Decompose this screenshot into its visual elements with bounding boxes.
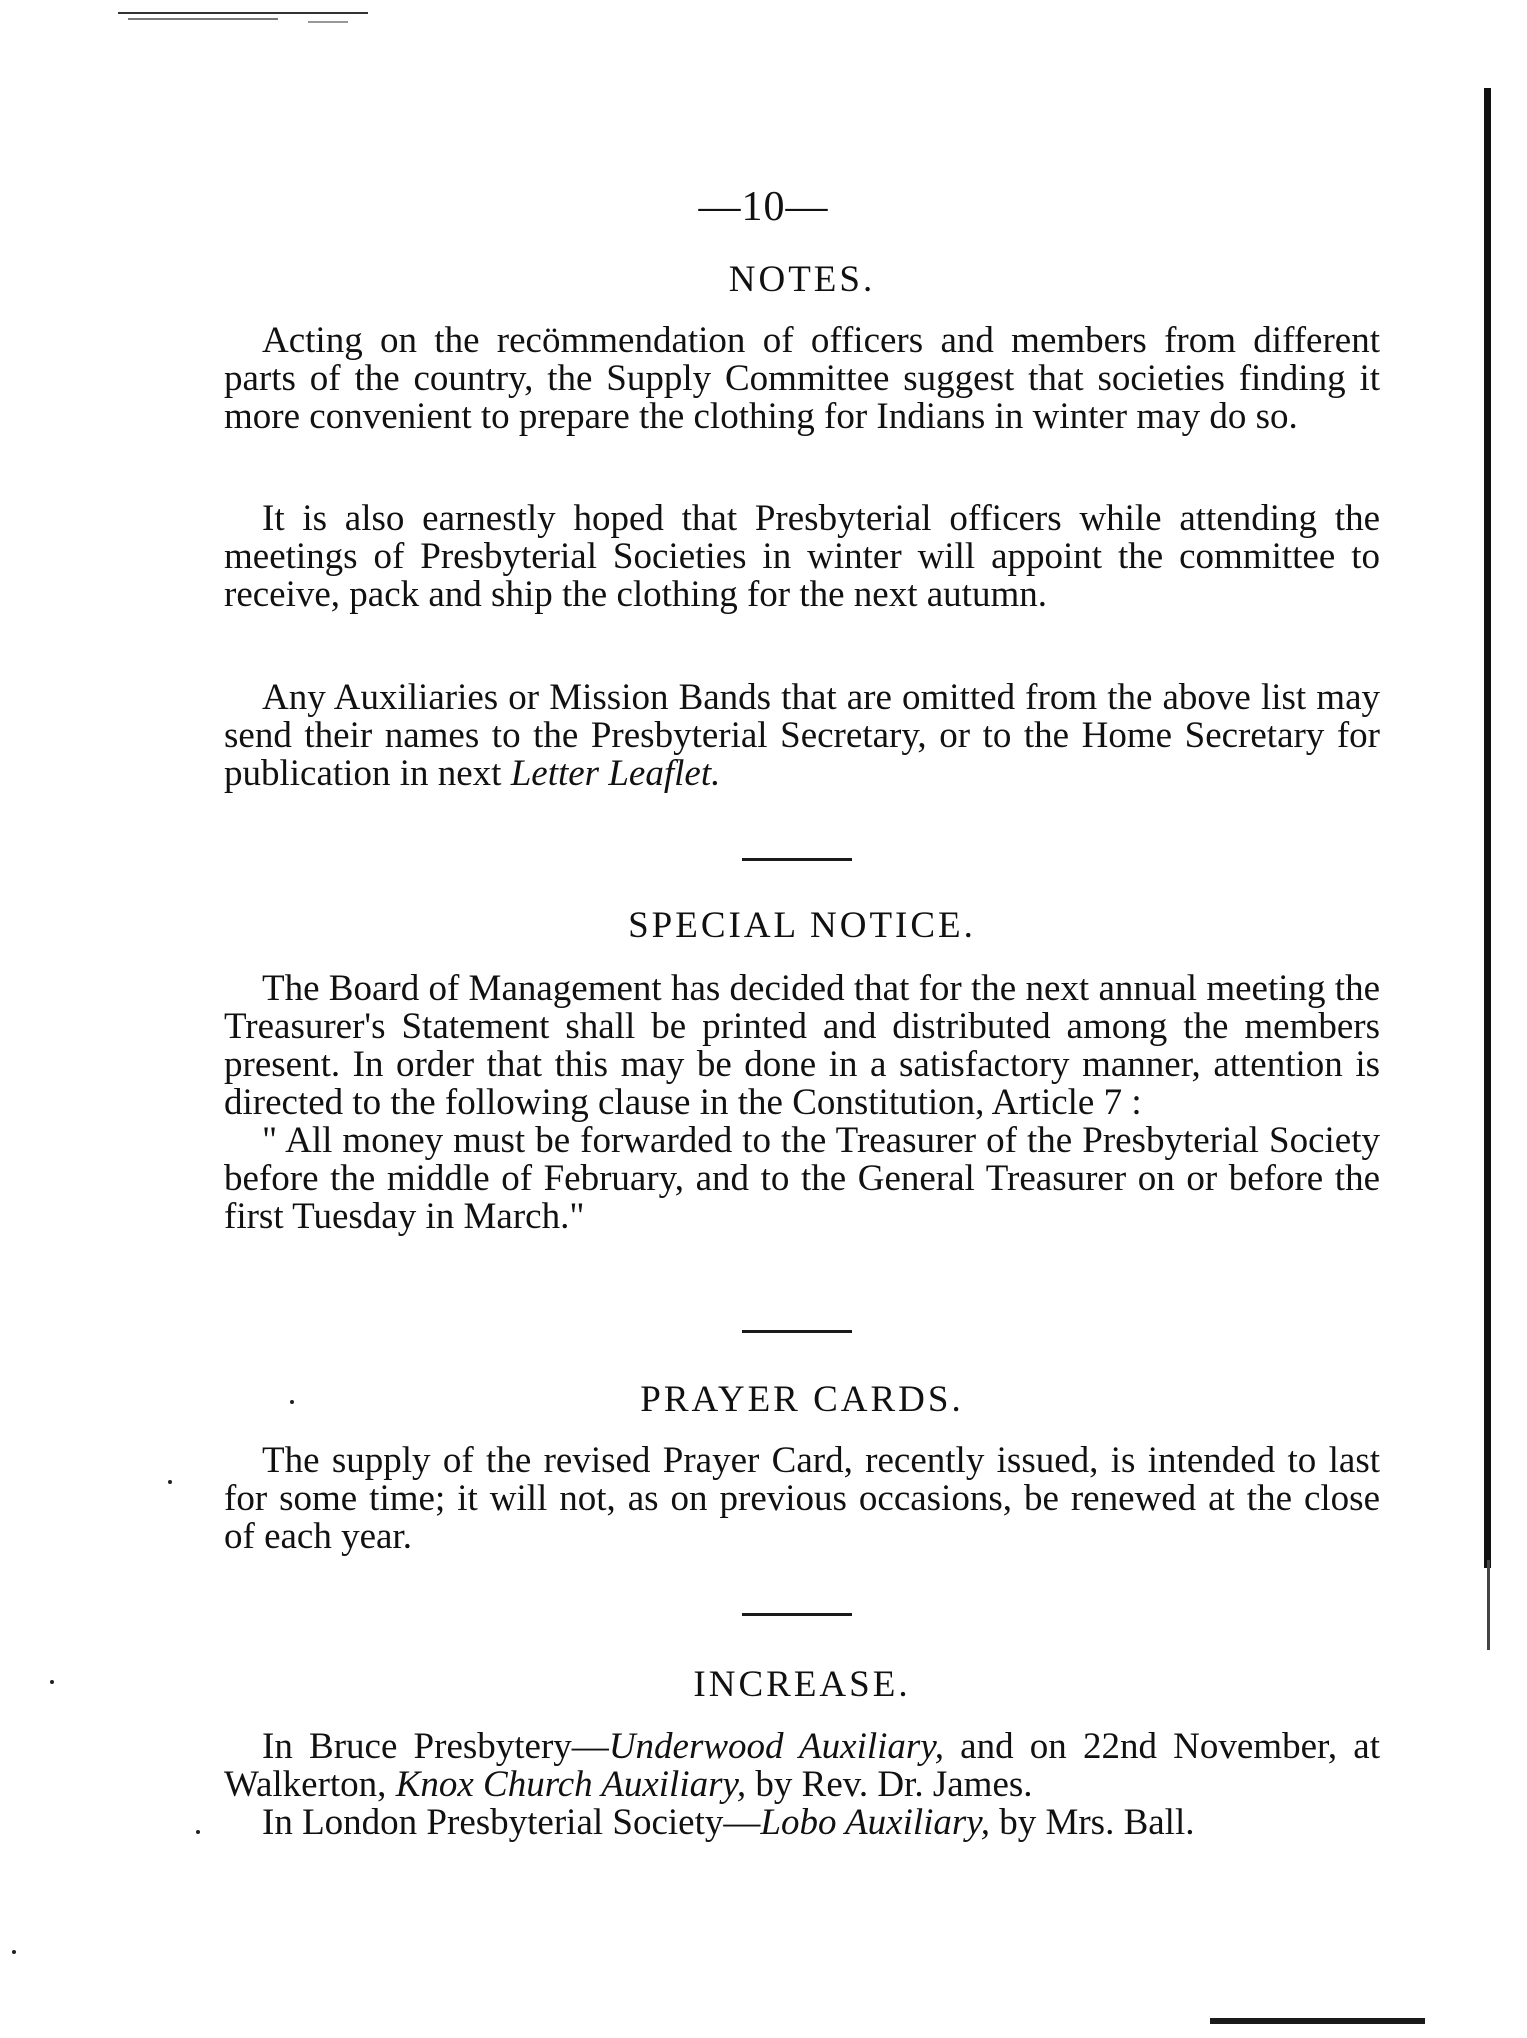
prayer-cards-paragraph: The supply of the revised Prayer Card, recently issued, is intended to last for some time; it will not, as on previous occasions, be renewed at the close of each year.	[224, 1440, 1380, 1557]
prayer-cards-body	[224, 1442, 1380, 1556]
special-notice-heading: SPECIAL NOTICE.	[628, 905, 976, 946]
notes-paragraph	[224, 679, 1380, 793]
binding-edge-bar-thin	[1487, 1560, 1490, 1650]
auxiliary-name: Lobo Auxiliary,	[760, 1802, 990, 1843]
special-notice-section	[224, 904, 1380, 947]
special-notice-body	[224, 970, 1380, 1236]
prayer-cards-section	[224, 1378, 1380, 1421]
binding-edge-bar	[1484, 88, 1491, 1568]
entry-text: In London Presbyterial Society—	[262, 1802, 761, 1843]
entry-text: by Mrs. Ball.	[989, 1802, 1195, 1843]
notes-paragraph: Acting on the recömmendation of officers and members from different parts of the country, the Supply Committee suggest that societies finding it more convenient to prepare the clothing for Indians in winter may do so.	[224, 320, 1380, 437]
entry-text: In Bruce Presbytery—	[262, 1726, 609, 1767]
speck	[12, 1950, 16, 1954]
section-divider	[742, 1330, 852, 1333]
section-divider	[742, 1613, 852, 1616]
notes-heading: NOTES.	[728, 259, 876, 300]
entry-text: by Rev. Dr. James.	[746, 1764, 1033, 1805]
notes-paragraph: It is also earnestly hoped that Presbyterial officers while attending the meetings of Presbyterial Societies in winter will appoint the committee to receive, pack and ship the clothing for the next autumn.	[224, 498, 1380, 615]
scan-artifact-bottom	[1210, 2018, 1425, 2024]
auxiliary-name: Underwood Auxiliary,	[608, 1726, 944, 1767]
notes-paragraph-text: Any Auxiliaries or Mission Bands that are omitted from the above list may send their names to the Presbyterial Secretary, or to the Home Secretary for publication in next	[224, 677, 1380, 794]
increase-entry-london	[224, 1804, 1380, 1842]
speck	[168, 1480, 172, 1484]
notes-paragraph-2	[224, 500, 1380, 614]
special-notice-paragraph: The Board of Management has decided that for the next annual meeting the Treasurer's Statement shall be printed and distributed among the members present. In order that this may be done in a satisfactory manner, attention is directed to the following clause in the Constitution, Article 7 :	[224, 968, 1380, 1123]
speck	[50, 1680, 54, 1684]
increase-entries	[224, 1728, 1380, 1842]
section-divider	[742, 858, 852, 861]
increase-heading: INCREASE.	[693, 1664, 911, 1705]
scan-artifact-top	[118, 10, 378, 24]
auxiliary-name: Knox Church Auxiliary,	[395, 1764, 747, 1805]
prayer-cards-heading: PRAYER CARDS.	[640, 1379, 964, 1420]
page-number: —10—	[698, 184, 829, 230]
letter-leaflet-title: Letter Leaflet.	[510, 753, 721, 794]
notes-paragraph-3	[224, 679, 1380, 793]
notes-paragraph-1	[224, 322, 1380, 436]
entry-text: and on 22nd November, at Walkerton,	[224, 1726, 1380, 1805]
speck	[196, 1830, 200, 1834]
increase-section	[224, 1663, 1380, 1706]
notes-section	[224, 258, 1380, 301]
constitution-quote: " All money must be forwarded to the Treasurer of the Presbyterial Society before the middle of February, and to the General Treasurer on or before the first Tuesday in March."	[224, 1120, 1380, 1237]
increase-entry-bruce	[224, 1728, 1380, 1804]
